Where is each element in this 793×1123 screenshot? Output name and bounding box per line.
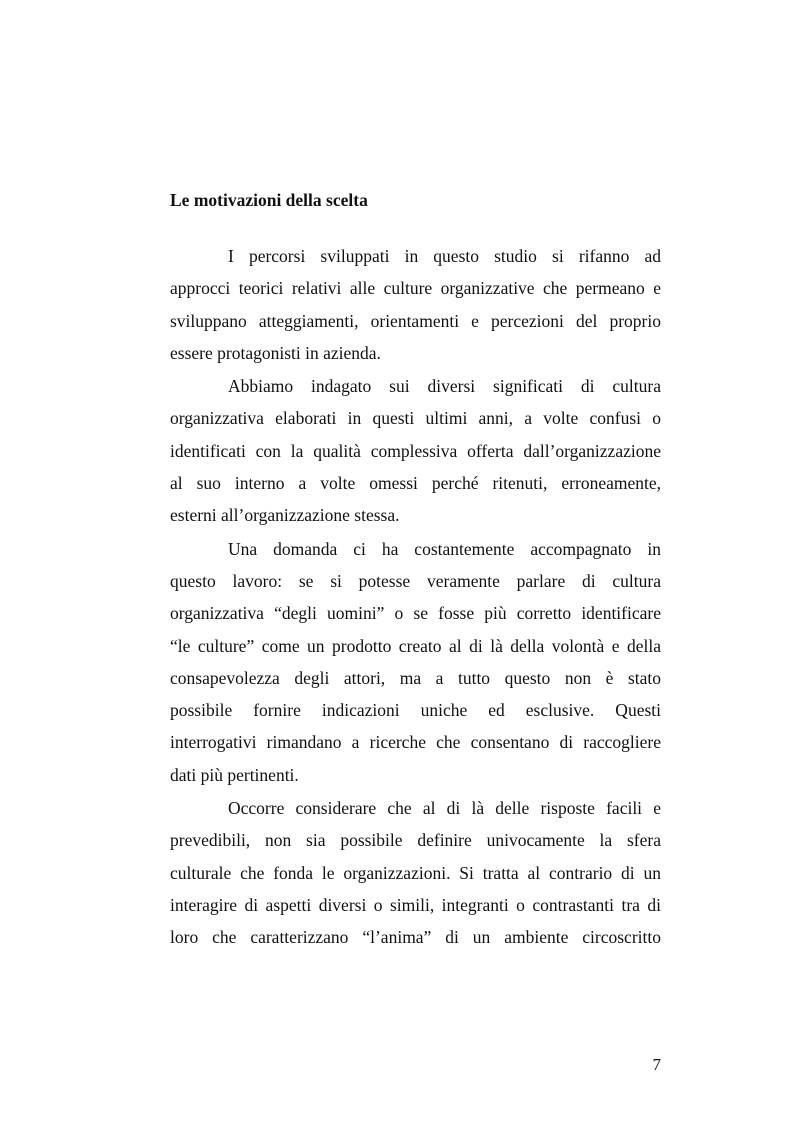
text-line: organizzativa elaborati in questi ultimi anni, a volte confusi o	[170, 408, 661, 429]
text-line: questo lavoro: se si potesse veramente parlare di cultura	[170, 570, 661, 591]
text-line: possibile fornire indicazioni uniche ed esclusive. Questi	[170, 700, 661, 721]
text-line: al suo interno a volte omessi perché ritenuti, erroneamente,	[170, 473, 661, 494]
section-heading: Le motivazioni della scelta	[170, 190, 368, 210]
page-number: 7	[652, 1055, 661, 1074]
text-line: organizzativa “degli uomini” o se fosse più corretto identificare	[170, 603, 661, 624]
text-line: Una domanda ci ha costantemente accompagnato in	[228, 538, 661, 559]
text-line: dati più pertinenti.	[170, 764, 299, 785]
text-line: sviluppano atteggiamenti, orientamenti e percezioni del proprio	[170, 310, 661, 331]
paragraph	[170, 370, 661, 531]
paragraph	[170, 533, 661, 791]
text-line: consapevolezza degli attori, ma a tutto questo non è stato	[170, 667, 661, 688]
text-line: Abbiamo indagato sui diversi significati di cultura	[228, 376, 661, 397]
text-line: identificati con la qualità complessiva offerta dall’organizzazione	[170, 440, 661, 461]
text-line: prevedibili, non sia possibile definire univocamente la sfera	[170, 830, 661, 851]
paragraph	[170, 240, 661, 369]
text-line: interrogativi rimandano a ricerche che consentano di raccogliere	[170, 732, 661, 753]
paragraph	[170, 792, 661, 953]
text-line: “le culture” come un prodotto creato al di là della volontà e della	[170, 635, 661, 656]
text-line: esterni all’organizzazione stessa.	[170, 505, 400, 526]
text-line: essere protagonisti in azienda.	[170, 342, 381, 363]
text-line: Occorre considerare che al di là delle risposte facili e	[228, 798, 661, 819]
text-line: loro che caratterizzano “l’anima” di un ambiente circoscritto	[170, 927, 661, 948]
text-line: culturale che fonda le organizzazioni. Si tratta al contrario di un	[170, 862, 661, 883]
text-line: approcci teorici relativi alle culture organizzative che permeano e	[170, 278, 661, 299]
text-line: interagire di aspetti diversi o simili, integranti o contrastanti tra di	[170, 894, 661, 915]
body-text	[170, 240, 661, 955]
text-line: I percorsi sviluppati in questo studio si rifanno ad	[228, 246, 661, 266]
